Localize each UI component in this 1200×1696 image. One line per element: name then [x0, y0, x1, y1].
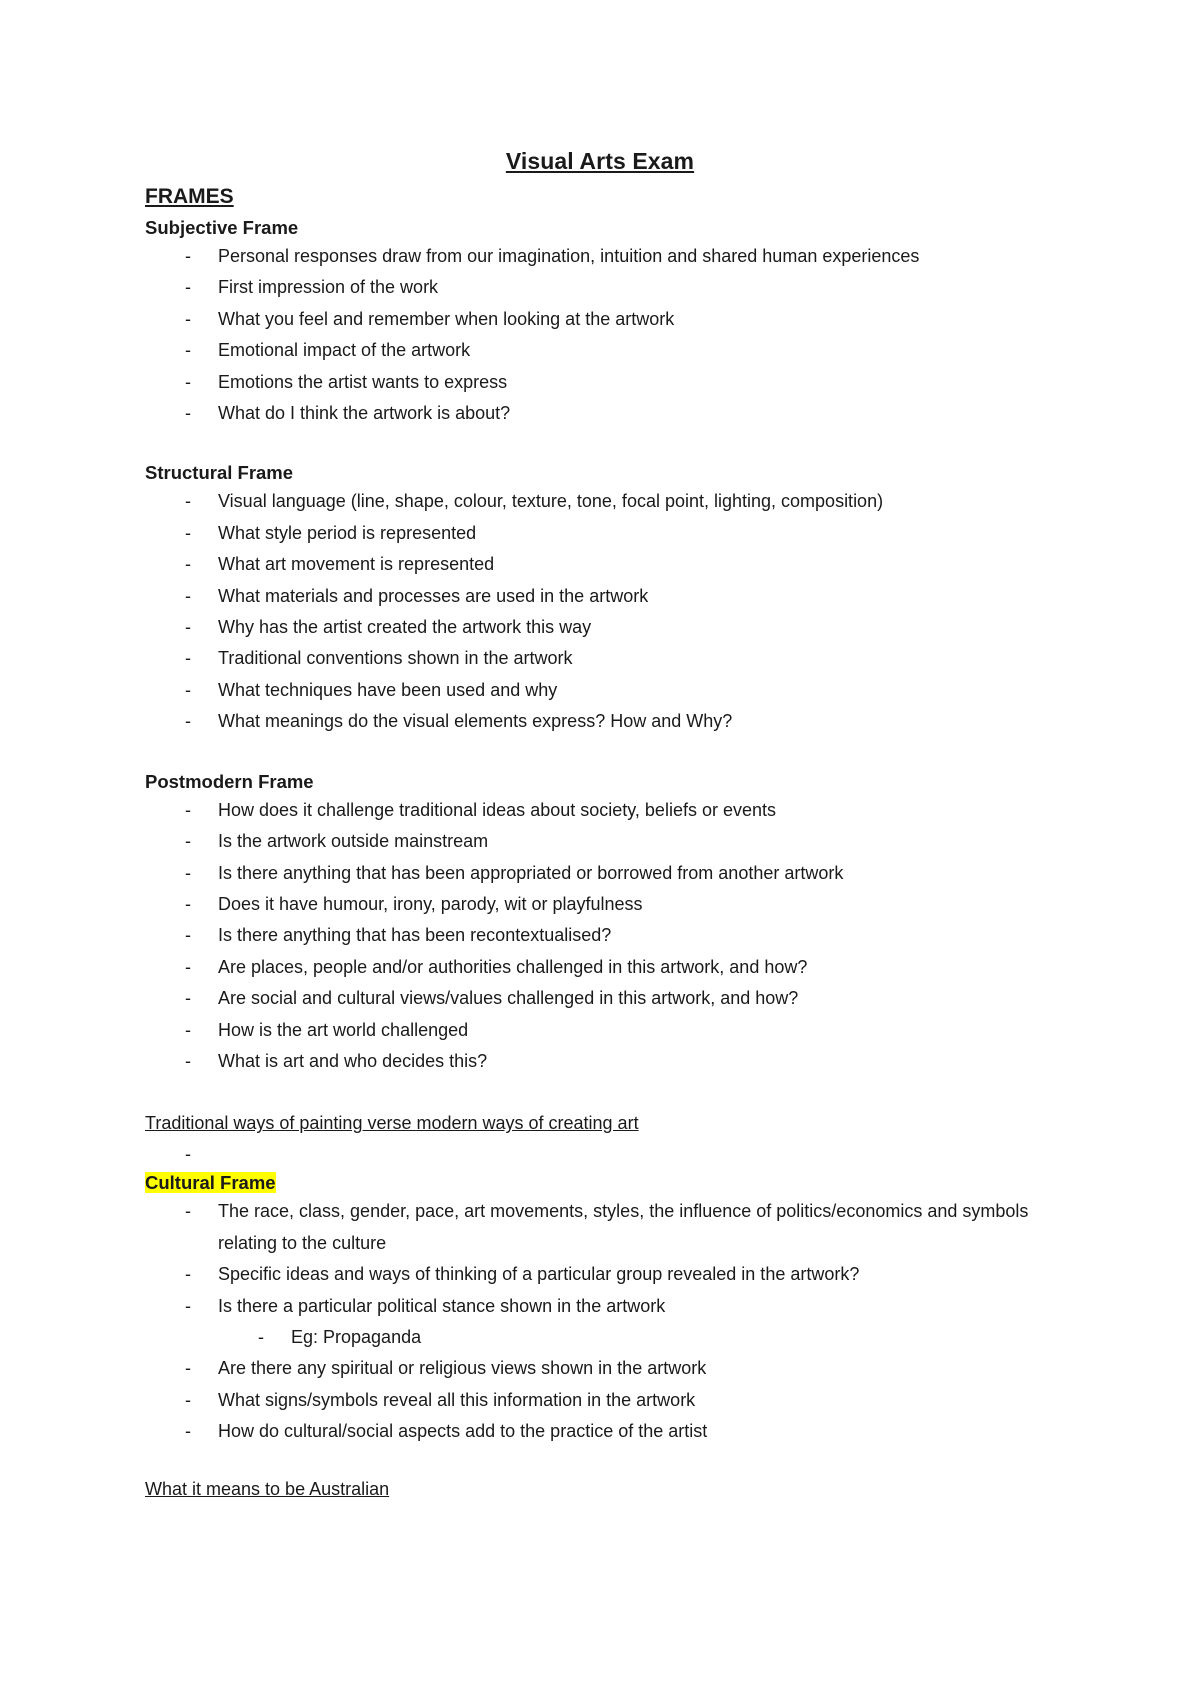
list-item: - Is there anything that has been recontextualised? — [145, 920, 1085, 951]
list-item: - The race, class, gender, pace, art movements, styles, the influence of politics/economics and symbols relating to the culture — [145, 1196, 1085, 1259]
list-item: - Is the artwork outside mainstream — [145, 826, 1085, 857]
list-item: - What meanings do the visual elements express? How and Why? — [145, 706, 1085, 737]
list-item: - Does it have humour, irony, parody, wit or playfulness — [145, 889, 1085, 920]
postmodern-frame-heading: Postmodern Frame — [145, 770, 314, 792]
list-item: - Personal responses draw from our imagination, intuition and shared human experiences — [145, 241, 1085, 272]
structural-frame-heading: Structural Frame — [145, 462, 294, 484]
list-item: - What signs/symbols reveal all this information in the artwork — [145, 1385, 1085, 1416]
list-item: - Traditional conventions shown in the artwork — [145, 643, 1085, 674]
list-item-nested: - Eg: Propaganda — [145, 1322, 1085, 1353]
cultural-frame-heading — [145, 1170, 1085, 1196]
list-item: - What materials and processes are used in the artwork — [145, 581, 1085, 612]
subjective-frame-heading: Subjective Frame — [145, 217, 299, 238]
list-item: - What is art and who decides this? — [145, 1046, 1085, 1077]
spacer — [145, 1139, 1085, 1170]
frames-heading: FRAMES — [145, 185, 234, 208]
list-item: - Are social and cultural views/values challenged in this artwork, and how? — [145, 983, 1085, 1014]
list-item: - First impression of the work — [145, 272, 1085, 303]
australian-heading: What it means to be Australian — [145, 1478, 390, 1499]
list-item: - Is there anything that has been appropriated or borrowed from another artwork — [145, 858, 1085, 889]
list-item: - Emotional impact of the artwork — [145, 335, 1085, 366]
subjective-frame-list — [145, 241, 1085, 429]
list-item: - Visual language (line, shape, colour, texture, tone, focal point, lighting, composition) — [145, 486, 1085, 517]
list-item: - Is there a particular political stance shown in the artwork — [145, 1291, 1085, 1322]
list-item: - Why has the artist created the artwork this way — [145, 612, 1085, 643]
spacer — [145, 738, 1085, 769]
list-item: - Are there any spiritual or religious views shown in the artwork — [145, 1353, 1085, 1384]
list-item: - What style period is represented — [145, 518, 1085, 549]
list-item: - How is the art world challenged — [145, 1015, 1085, 1046]
document-title: Visual Arts Exam — [505, 148, 695, 174]
list-item: - Specific ideas and ways of thinking of a particular group revealed in the artwork? — [145, 1259, 1085, 1290]
document-body — [145, 183, 1085, 1505]
postmodern-frame-list — [145, 795, 1085, 1078]
spacer — [145, 1448, 1085, 1474]
list-item: - How do cultural/social aspects add to the practice of the artist — [145, 1416, 1085, 1447]
spacer — [145, 1077, 1085, 1108]
spacer — [145, 429, 1085, 460]
list-item: - What you feel and remember when looking at the artwork — [145, 304, 1085, 335]
cultural-frame-list — [145, 1196, 1085, 1447]
list-item: - What art movement is represented — [145, 549, 1085, 580]
list-item: - What techniques have been used and why — [145, 675, 1085, 706]
traditional-vs-modern-heading: Traditional ways of painting verse modern ways of creating art — [145, 1113, 639, 1134]
list-item: - How does it challenge traditional ideas about society, beliefs or events — [145, 795, 1085, 826]
cultural-frame-heading-text: Cultural Frame — [145, 1172, 276, 1194]
list-item: - Are places, people and/or authorities challenged in this artwork, and how? — [145, 952, 1085, 983]
list-item: - Emotions the artist wants to express — [145, 367, 1085, 398]
list-item: - What do I think the artwork is about? — [145, 398, 1085, 429]
structural-frame-list — [145, 486, 1085, 737]
